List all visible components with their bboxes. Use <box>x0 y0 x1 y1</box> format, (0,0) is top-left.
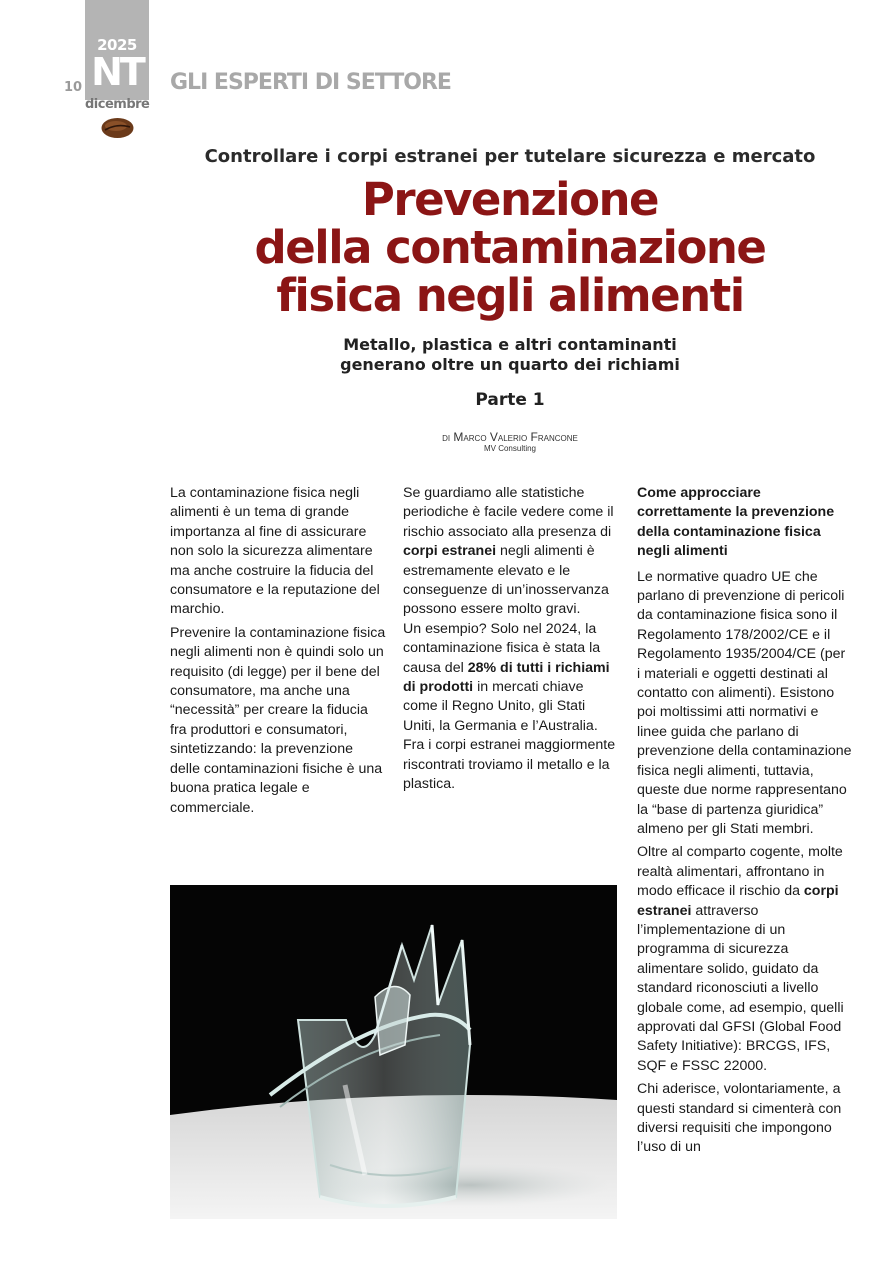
subtitle-line: generano oltre un quarto dei richiami <box>340 355 680 374</box>
text-run: in mercati chiave come il Regno Unito, gli Stati Uniti, la Germania e l’Australia. Fra i corpi estranei maggiormente riscontrati troviamo il metallo e la plastica. <box>403 679 616 793</box>
column-3 <box>637 484 852 1162</box>
magazine-logo: NT <box>91 50 143 94</box>
coffee-bean-icon <box>101 117 134 139</box>
bold-text: 28% di tutti i richiami di prodotti <box>403 659 610 696</box>
paragraph <box>403 484 619 620</box>
author-byline: di Marco Valerio Francone <box>442 430 578 444</box>
text-run: negli alimenti è estremamente elevato e le conseguenze di un’inosservanza possono essere molto gravi. <box>403 543 609 618</box>
title-line: Prevenzione <box>361 173 659 226</box>
issue-month: dicembre <box>85 97 150 112</box>
text-run: attraverso l’implementazione di un programma di sicurezza alimentare solido, guidato da standard riconosciuti a livello globale come, ad esempio, quelli approvati dal GFSI (Global Food Safety Initiative): BRCGS, IFS, SQF e FSSC 22000. <box>637 902 844 1074</box>
section-heading: Come approcciare correttamente la prevenzione della contaminazione fisica negli alimenti <box>637 485 835 560</box>
broken-glass-photo <box>170 885 617 1219</box>
column-2 <box>403 484 619 795</box>
article-kicker: Controllare i corpi estranei per tutelare sicurezza e mercato <box>204 146 816 167</box>
page-number: 10 <box>64 80 83 95</box>
article-title <box>170 173 850 322</box>
bold-text: corpi estranei <box>637 883 839 919</box>
article-part: Parte 1 <box>475 390 545 410</box>
paragraph: Chi aderisce, volontariamente, a questi standard si cimenterà con diversi requisiti che impongono l’uso di un <box>637 1081 842 1156</box>
bold-text: corpi estranei <box>403 543 497 560</box>
subtitle-line: Metallo, plastica e altri contaminanti <box>343 335 677 354</box>
paragraph: Le normative quadro UE che parlano di prevenzione di pericoli da contaminazione fisica sono il Regolamento 178/2002/CE e il Regolamento 1935/2004/CE (per i materiali e oggetti destinati al contatto con alimenti). Esistono poi moltissimi atti normativi e linee guida che parlano di prevenzione della contaminazione fisica negli alimenti, tuttavia, queste due norme rappresentano la “base di partenza giuridica” almeno per gli Stati membri. <box>637 568 852 837</box>
title-line: della contaminazione <box>254 221 766 274</box>
paragraph: La contaminazione fisica negli alimenti è un tema di grande importanza al fine di assicurare non solo la sicurezza alimentare ma anche costruire la fiducia del consumatore e la reputazione del marchio. <box>170 485 380 618</box>
text-run: Oltre al comparto cogente, molte realtà alimentari, affrontano in modo efficace il rischio da <box>637 844 843 900</box>
column-1 <box>170 484 386 822</box>
article-subtitle <box>200 335 820 375</box>
text-run: Un esempio? Solo nel 2024, la contaminazione fisica è stata la causa del <box>403 620 601 676</box>
section-title: GLI ESPERTI DI SETTORE <box>170 70 451 95</box>
paragraph: Prevenire la contaminazione fisica negli alimenti non è quindi solo un requisito (di legge) per il bene del consumatore, ma anche una “necessità” per creare la fiducia fra produttori e consumatori, sintetizzando: la prevenzione delle contaminazioni fisiche è una buona pratica legale e commerciale. <box>170 624 386 816</box>
paragraph <box>637 843 852 1076</box>
title-line: fisica negli alimenti <box>276 269 744 322</box>
author-affiliation: MV Consulting <box>483 444 537 453</box>
issue-year: 2025 <box>97 36 137 54</box>
text-run: Se guardiamo alle statistiche periodiche è facile vedere come il rischio associato alla presenza di <box>403 485 614 540</box>
paragraph <box>403 620 619 795</box>
